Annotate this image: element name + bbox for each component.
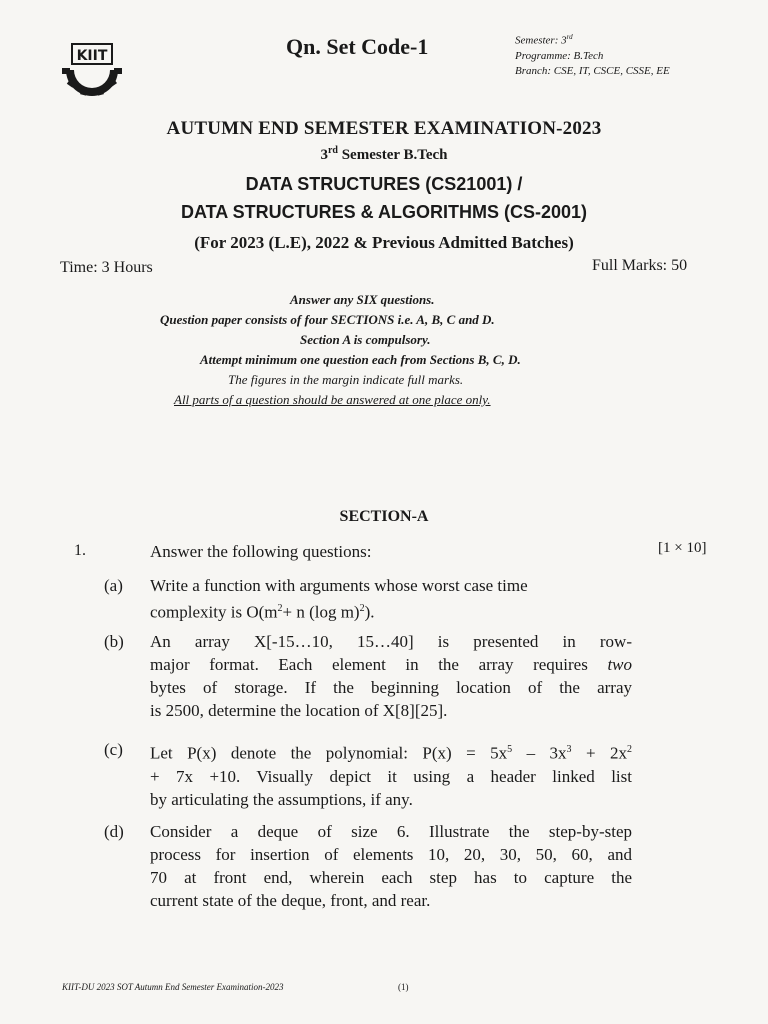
part-a-label: (a) — [104, 576, 123, 595]
page-number: (1) — [398, 982, 409, 992]
instruction-5: The figures in the margin indicate full marks. — [228, 372, 464, 387]
question-number: 1. — [74, 542, 86, 559]
course-title-1: DATA STRUCTURES (CS21001) / — [245, 174, 523, 194]
part-a-text: Write a function with arguments whose worst case time complexity is $O(m^2+ n$ (log m)$^2$). — [150, 576, 528, 622]
footer-text: KIIT-DU 2023 SOT Autumn End Semester Examination-2023 — [62, 982, 284, 992]
question-marks: [1 × 10] — [658, 540, 707, 556]
instruction-3: Section A is compulsory. — [300, 332, 431, 347]
part-b-label: (b) — [104, 632, 124, 651]
question-text: Answer the following questions: — [150, 542, 372, 561]
exam-meta — [515, 30, 670, 79]
course-title-2: DATA STRUCTURES & ALGORITHMS (CS-2001) — [180, 202, 587, 222]
instruction-6: All parts of a question should be answered at one place only. — [174, 392, 491, 407]
part-b-text: An array X[-15…10, 15…40] is presented in row- major format. Each element in the array requires two bytes of storage. If the beginning location of the array is 2500, determine the location of X[8][25]. — [150, 632, 632, 720]
section-a-heading: SECTION-A — [339, 508, 429, 525]
instruction-1: Answer any SIX questions. — [290, 292, 435, 307]
question-set-code: Qn. Set Code-1 — [286, 34, 429, 59]
semester-title: 3rd Semester B.Tech — [320, 145, 448, 163]
batches-note: (For 2023 (L.E), 2022 & Previous Admitted Batches) — [194, 233, 574, 252]
programme-label: Programme: B.Tech — [515, 49, 604, 62]
exam-time: Time: 3 Hours — [60, 259, 153, 276]
exam-title: AUTUMN END SEMESTER EXAMINATION-2023 — [166, 118, 602, 139]
kiit-logo — [60, 40, 124, 96]
logo-lettering: KIIT — [76, 48, 108, 64]
semester-label: Semester: 3rd — [515, 33, 573, 47]
part-d-label: (d) — [104, 822, 124, 841]
branch-label: Branch: CSE, IT, CSCE, CSSE, EE — [515, 64, 670, 77]
instruction-2: Question paper consists of four SECTIONS i.e. A, B, C and D. — [160, 312, 495, 327]
part-d-text: Consider a deque of size 6. Illustrate the step-by-step process for insertion of elements 10, 20, 30, 50, 60, and 70 at front end, wherein each step has to capture the current state of the deque, front, and rear. — [150, 822, 632, 910]
instruction-4: Attempt minimum one question each from Sections B, C, D. — [200, 352, 521, 367]
part-c-text: Let P(x) denote the polynomial: $P(x) = 5x^5 - 3x^3 + 2x^2$ + 7x +10. Visually depict it using a header linked list by articulating the assumptions, if any. — [150, 743, 633, 809]
full-marks: Full Marks: 50 — [592, 257, 688, 274]
part-c-label: (c) — [104, 740, 123, 759]
